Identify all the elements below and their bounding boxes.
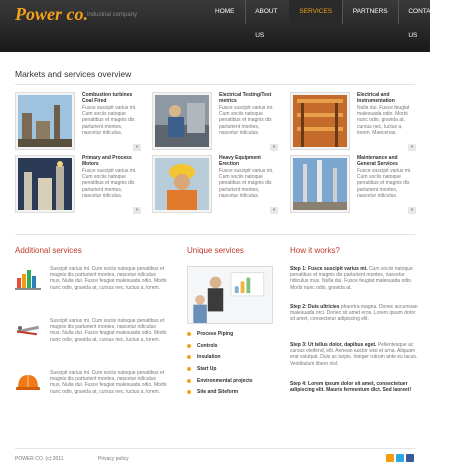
step	[290, 266, 418, 291]
additional-service-text: Suscipit varius mi. Cum sociis natoque penatibus et magnis dis parturient montes, nascetur ridiculus mus. Nulla dui. Fusce feugiat malesuada odio. Morbi nunc odio, gravida at, cursus nec, luctus a, lorem.	[50, 370, 167, 395]
nav-partners[interactable]: PARTNERS	[352, 8, 388, 15]
product-text: Fusce suscipit varius mi. Cum sociis natoque penatibus et magnis dis parturient montes, nascetur ridiculus.	[219, 168, 274, 199]
read-more-button[interactable]: »	[408, 207, 416, 214]
product-text: Nulla dui. Fusce feugiat malesuada odio. Morbi nunc odio, gravida at, cursus nec, luctus a, lorem. Maecenas.	[357, 105, 410, 136]
privacy-policy-link[interactable]: Privacy policy	[98, 456, 129, 462]
twitter-icon[interactable]	[396, 454, 404, 462]
product-card	[290, 155, 420, 219]
unique-services-heading: Unique services	[187, 246, 244, 255]
step-heading: Step 2: Duis ultricies	[290, 304, 340, 310]
list-item[interactable]: Site and Siteform	[187, 388, 253, 400]
logo[interactable]: Power co.	[15, 4, 88, 24]
product-title: Combustion turbines Coal Fired	[82, 92, 133, 104]
product-title: Primary and Process Motors	[82, 155, 132, 167]
worker-testing-image	[155, 95, 209, 147]
product-text: Fusce suscipit varius mi. Cum sociis natoque penatibus et magnis dis parturient montes, nascetur ridiculus.	[357, 168, 412, 199]
product-thumbnail[interactable]	[15, 155, 75, 213]
hardhat-worker-image	[155, 158, 209, 210]
header	[0, 0, 440, 52]
bullet-icon	[187, 355, 191, 359]
bar-chart-icon	[15, 266, 41, 290]
main-nav	[205, 0, 449, 39]
product-thumbnail[interactable]	[152, 92, 212, 150]
overview-heading: Markets and services overview	[15, 69, 132, 79]
turbine-plant-image	[18, 95, 72, 147]
list-item[interactable]: Insulation	[187, 353, 253, 365]
divider	[15, 234, 415, 235]
product-text: Fusce suscipit varius mi. Cum sociis natoque penatibus et magnis dis parturient montes, nascetur ridiculus.	[82, 105, 137, 136]
product-thumbnail[interactable]	[15, 92, 75, 150]
bullet-icon	[187, 344, 191, 348]
bullet-icon	[187, 379, 191, 383]
additional-services-heading: Additional services	[15, 246, 82, 255]
read-more-button[interactable]: »	[133, 144, 141, 151]
step-text: Pellentesque ac cursus eleifend, elit. Aenean auctor wisi et urna. Aliquam erat volutpat. Duis ac turpis. Integer rutrum ante eu lacus. Vestibulum libero nisl.	[290, 342, 418, 367]
step-text: pharetra magna. Donec accumsan malesuada orci. Donec sit amet eros. Lorem ipsum dolor sit amet, consectetur adipiscing elit.	[290, 304, 418, 323]
divider	[15, 84, 415, 85]
facebook-icon[interactable]	[406, 454, 414, 462]
nav-home[interactable]: HOME	[215, 8, 235, 15]
product-card	[152, 155, 282, 219]
step-text: Cum sociis natoque penatibus et magnis dis parturient montes, nascetur ridiculus mus. Nulla dui. Fusce feugiat malesuada odio. Morbi nunc odio, gravida at.	[290, 266, 413, 291]
step	[290, 304, 418, 323]
nav-contact[interactable]: CONTACT US	[408, 8, 440, 39]
product-title: Electrical and Instrumentation	[357, 92, 395, 104]
footer-divider	[15, 448, 415, 449]
list-item[interactable]: Environmental projects	[187, 377, 253, 389]
product-title: Heavy Equipment Erection	[219, 155, 261, 167]
power-lines-image	[293, 158, 347, 210]
product-thumbnail[interactable]	[152, 155, 212, 213]
nav-services[interactable]: SERVICES	[289, 0, 342, 24]
list-item[interactable]: Controls	[187, 342, 253, 354]
product-title: Maintenance and Generat Services	[357, 155, 398, 167]
read-more-button[interactable]: »	[270, 144, 278, 151]
step-heading: Step 1: Fusce suscipit varius mi.	[290, 266, 368, 272]
step-heading: Step 3: Ut tellus dolor, dapibus eget.	[290, 342, 377, 348]
bullet-icon	[187, 390, 191, 394]
bullet-icon	[187, 367, 191, 371]
how-it-works-heading: How it works?	[290, 246, 340, 255]
additional-service-text: Suscipit varius mi. Cum sociis natoque penatibus et magnis dis parturient montes, nascetur ridiculus mus. Nulla dui. Fusce feugiat malesuada odio. Morbi nunc odio, gravida at, cursus nec, luctus a, lorem.	[50, 318, 167, 343]
hardhat-icon	[15, 370, 41, 394]
read-more-button[interactable]: »	[270, 207, 278, 214]
step-heading: Step 4: Lorem ipsum dolor sit amet, consectetuer adipiscing elit. Mauris fermentum dict. Sed laoreet!	[290, 381, 412, 394]
list-item[interactable]: Start Up	[187, 365, 253, 377]
read-more-button[interactable]: »	[408, 144, 416, 151]
nav-about[interactable]: ABOUT US	[255, 8, 278, 39]
step	[290, 381, 418, 393]
presentation-image	[187, 266, 273, 324]
product-card	[15, 92, 145, 156]
product-thumbnail[interactable]	[290, 92, 350, 150]
rss-icon[interactable]	[386, 454, 394, 462]
product-thumbnail[interactable]	[290, 155, 350, 213]
bullet-icon	[187, 332, 191, 336]
product-card	[152, 92, 282, 156]
copyright: POWER CO. (c) 2011	[15, 456, 64, 462]
unique-services-list	[187, 330, 253, 400]
tagline: industrial company	[87, 12, 138, 18]
warehouse-shelves-image	[293, 95, 347, 147]
additional-service-text: Suscipit varius mi. Cum sociis natoque penatibus et magnis dis parturient montes, nascetur ridiculus mus. Nulla dui. Fusce feugiat malesuada odio. Morbi nunc odio, gravida at, cursus nec, luctus a, lorem.	[50, 266, 167, 291]
product-card	[15, 155, 145, 219]
product-text: Fusce suscipit varius mi. Cum sociis natoque penatibus et magnis dis parturient montes, nascetur ridiculus.	[82, 168, 137, 199]
tools-icon	[15, 318, 41, 342]
product-card	[290, 92, 420, 156]
process-plant-image	[18, 158, 72, 210]
list-item[interactable]: Process Piping	[187, 330, 253, 342]
step	[290, 342, 418, 367]
product-title: Electrical Testing/Test metrics	[219, 92, 272, 104]
product-text: Fusce suscipit varius mi. Cum sociis natoque penatibus et magnis dis parturient montes, nascetur ridiculus.	[219, 105, 274, 136]
read-more-button[interactable]: »	[133, 207, 141, 214]
social-links	[386, 454, 414, 462]
